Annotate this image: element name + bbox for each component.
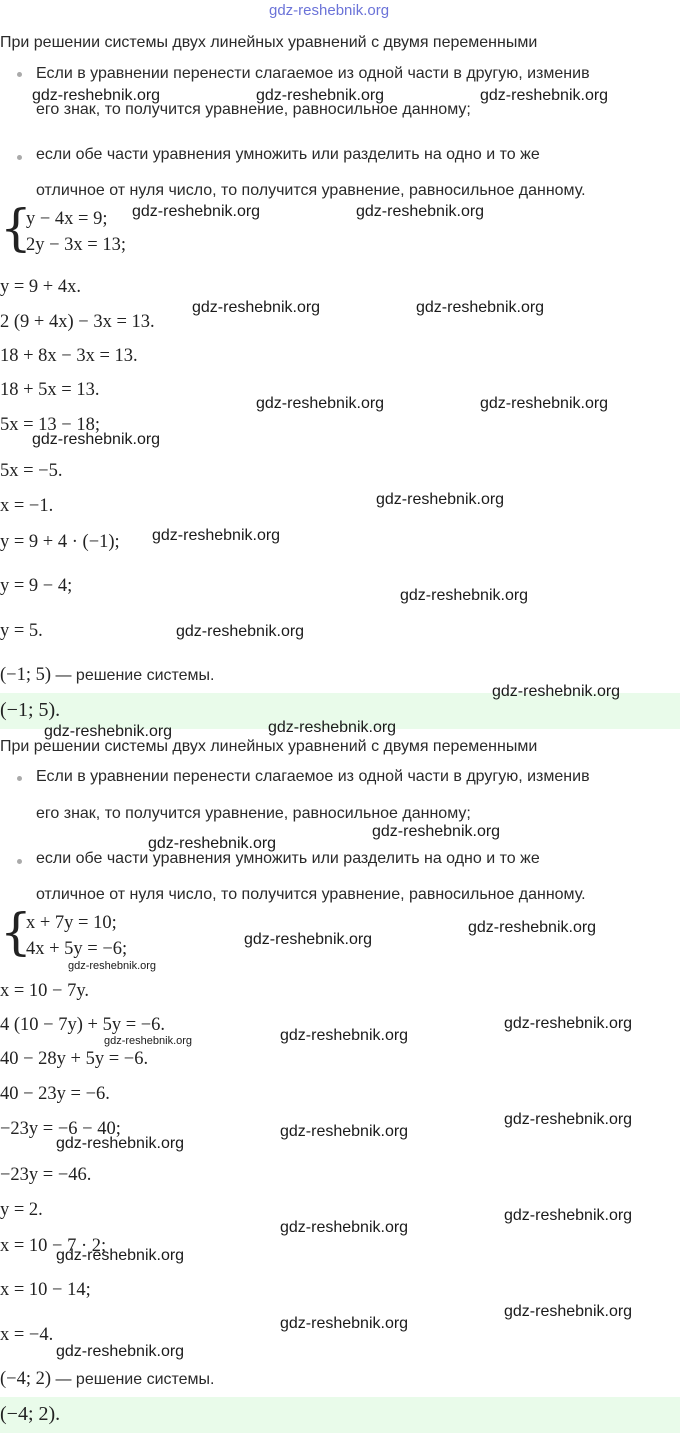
watermark: gdz-reshebnik.org bbox=[32, 87, 161, 104]
system-equation-1: y − 4x = 9; bbox=[26, 209, 108, 229]
bullet-2-line-2: отличное от нуля число, то получится уравнение, равносильное данному. bbox=[36, 182, 586, 199]
solution-step: 40 − 28y + 5y = −6. bbox=[0, 1049, 149, 1069]
conclusion-text: — решение системы. bbox=[51, 667, 215, 684]
system-brace: { bbox=[0, 199, 32, 257]
watermark: gdz-reshebnik.org bbox=[372, 823, 501, 840]
watermark: gdz-reshebnik.org bbox=[32, 431, 161, 448]
watermark: gdz-reshebnik.org bbox=[504, 1207, 633, 1224]
watermark: gdz-reshebnik.org bbox=[56, 1247, 185, 1264]
watermark-small: gdz-reshebnik.org bbox=[104, 1035, 193, 1047]
conclusion-text: — решение системы. bbox=[51, 1371, 215, 1388]
solution-step: x = −4. bbox=[0, 1325, 54, 1345]
solution-step: x = 10 − 14; bbox=[0, 1280, 91, 1300]
watermark: gdz-reshebnik.org bbox=[504, 1303, 633, 1320]
solution-step: 4 (10 − 7y) + 5y = −6. bbox=[0, 1015, 166, 1035]
solution-step: 18 + 5x = 13. bbox=[0, 380, 100, 400]
solution-step: −23y = −46. bbox=[0, 1165, 92, 1185]
watermark: gdz-reshebnik.org bbox=[256, 87, 385, 104]
watermark: gdz-reshebnik.org bbox=[356, 203, 485, 220]
watermark: gdz-reshebnik.org bbox=[268, 719, 397, 736]
conclusion-math: (−1; 5) bbox=[0, 665, 52, 685]
watermark: gdz-reshebnik.org bbox=[492, 683, 621, 700]
bullet-2-line-2: отличное от нуля число, то получится уравнение, равносильное данному. bbox=[36, 886, 586, 903]
watermark: gdz-reshebnik.org bbox=[504, 1111, 633, 1128]
answer-box bbox=[0, 1397, 680, 1433]
system-equation-2: 4x + 5y = −6; bbox=[26, 939, 128, 959]
solution-step: y = 9 − 4; bbox=[0, 576, 73, 596]
system-equation-2: 2y − 3x = 13; bbox=[26, 235, 127, 255]
bullet-2-line-1: если обе части уравнения умножить или разделить на одно и то же bbox=[36, 850, 540, 867]
solution-step: y = 2. bbox=[0, 1200, 43, 1220]
watermark: gdz-reshebnik.org bbox=[480, 395, 609, 412]
conclusion-math: (−4; 2) bbox=[0, 1369, 52, 1389]
watermark: gdz-reshebnik.org bbox=[152, 527, 281, 544]
watermark: gdz-reshebnik.org bbox=[44, 723, 173, 740]
solution-step: x = 10 − 7 · 2; bbox=[0, 1236, 107, 1256]
watermark: gdz-reshebnik.org bbox=[148, 835, 277, 852]
bullet-dot bbox=[17, 72, 22, 77]
solution-step: y = 9 + 4 · (−1); bbox=[0, 532, 120, 552]
watermark: gdz-reshebnik.org bbox=[280, 1123, 409, 1140]
watermark-small: gdz-reshebnik.org bbox=[68, 960, 157, 972]
watermark: gdz-reshebnik.org bbox=[468, 919, 597, 936]
intro-text: При решении системы двух линейных уравнений с двумя переменными bbox=[0, 34, 538, 51]
watermark: gdz-reshebnik.org bbox=[280, 1027, 409, 1044]
watermark: gdz-reshebnik.org bbox=[192, 299, 321, 316]
bullet-dot bbox=[17, 155, 22, 160]
conclusion bbox=[0, 1369, 215, 1390]
answer-text: (−4; 2). bbox=[0, 1403, 61, 1425]
watermark: gdz-reshebnik.org bbox=[269, 2, 390, 19]
bullet-dot bbox=[17, 859, 22, 864]
solution-step: −23y = −6 − 40; bbox=[0, 1119, 121, 1139]
bullet-1-line-1: Если в уравнении перенести слагаемое из одной части в другую, изменив bbox=[36, 768, 590, 785]
bullet-dot bbox=[17, 776, 22, 781]
watermark: gdz-reshebnik.org bbox=[400, 587, 529, 604]
watermark: gdz-reshebnik.org bbox=[480, 87, 609, 104]
solution-step: 5x = −5. bbox=[0, 461, 63, 481]
solution-step: 40 − 23y = −6. bbox=[0, 1084, 110, 1104]
watermark: gdz-reshebnik.org bbox=[280, 1315, 409, 1332]
watermark: gdz-reshebnik.org bbox=[256, 395, 385, 412]
solution-step: x = −1. bbox=[0, 496, 54, 516]
system-equation-1: x + 7y = 10; bbox=[26, 913, 117, 933]
system-brace: { bbox=[0, 903, 32, 961]
watermark: gdz-reshebnik.org bbox=[56, 1135, 185, 1152]
watermark: gdz-reshebnik.org bbox=[280, 1219, 409, 1236]
bullet-1-line-2: его знак, то получится уравнение, равносильное данному; bbox=[36, 101, 471, 118]
watermark: gdz-reshebnik.org bbox=[244, 931, 373, 948]
intro-text: При решении системы двух линейных уравнений с двумя переменными bbox=[0, 738, 538, 755]
solution-step: y = 9 + 4x. bbox=[0, 277, 81, 297]
solution-step: x = 10 − 7y. bbox=[0, 981, 90, 1001]
answer-text: (−1; 5). bbox=[0, 699, 61, 721]
solution-step: y = 5. bbox=[0, 621, 43, 641]
bullet-2-line-1: если обе части уравнения умножить или разделить на одно и то же bbox=[36, 146, 540, 163]
watermark: gdz-reshebnik.org bbox=[56, 1343, 185, 1360]
bullet-1-line-1: Если в уравнении перенести слагаемое из одной части в другую, изменив bbox=[36, 65, 590, 82]
solution-step: 18 + 8x − 3x = 13. bbox=[0, 346, 138, 366]
solution-step: 5x = 13 − 18; bbox=[0, 415, 101, 435]
watermark: gdz-reshebnik.org bbox=[504, 1015, 633, 1032]
watermark: gdz-reshebnik.org bbox=[376, 491, 505, 508]
watermark: gdz-reshebnik.org bbox=[132, 203, 261, 220]
watermark: gdz-reshebnik.org bbox=[416, 299, 545, 316]
solution-step: 2 (9 + 4x) − 3x = 13. bbox=[0, 312, 155, 332]
conclusion bbox=[0, 665, 215, 686]
watermark: gdz-reshebnik.org bbox=[176, 623, 305, 640]
bullet-1-line-2: его знак, то получится уравнение, равносильное данному; bbox=[36, 805, 471, 822]
